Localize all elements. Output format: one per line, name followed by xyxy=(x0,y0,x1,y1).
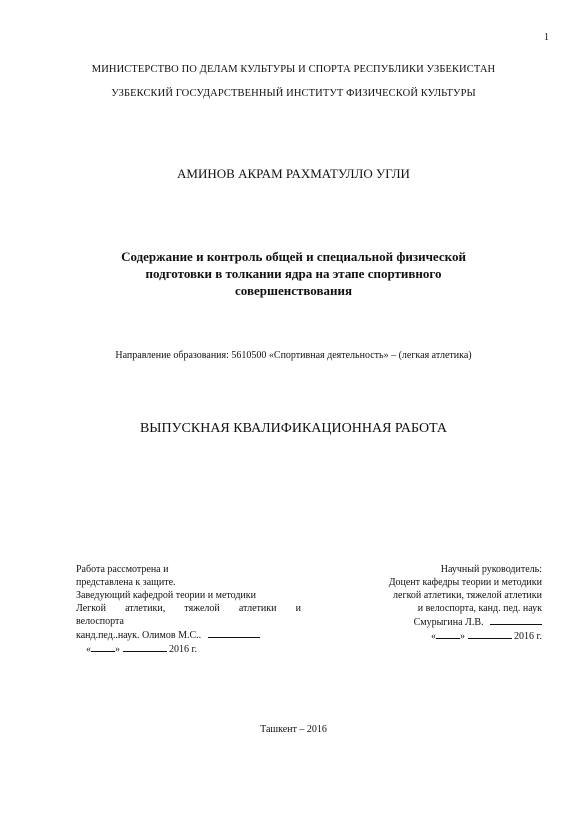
date-open-quote: « xyxy=(431,631,437,642)
author-name: АМИНОВ АКРАМ РАХМАТУЛЛО УГЛИ xyxy=(177,166,410,181)
thesis-title-line-2: подготовки в толкании ядра на этапе спортивного xyxy=(145,266,442,281)
reviewer-signature-line xyxy=(76,628,301,642)
reviewer-block xyxy=(76,563,301,656)
date-open-quote: « xyxy=(86,644,91,655)
supervisor-signature-line xyxy=(327,615,542,629)
page-number: 1 xyxy=(544,32,549,43)
reviewer-date-line xyxy=(76,642,301,656)
supervisor-line-1: Научный руководитель: xyxy=(440,564,542,575)
thesis-title-line-1: Содержание и контроль общей и специальной физической xyxy=(121,249,466,264)
reviewer-name: канд.пед..наук. Олимов М.С.. xyxy=(76,630,202,641)
institute-header: УЗБЕКСКИЙ ГОСУДАРСТВЕННЫЙ ИНСТИТУТ ФИЗИЧЕСКОЙ КУЛЬТУРЫ xyxy=(111,88,476,99)
reviewer-line-4 xyxy=(76,602,301,615)
reviewer-line-2: представлена к защите. xyxy=(76,577,176,588)
city-year: Ташкент – 2016 xyxy=(260,724,327,735)
month-blank xyxy=(123,642,167,652)
supervisor-line-2: Доцент кафедры теории и методики xyxy=(388,577,542,588)
reviewer-line-4-word: атлетики xyxy=(238,603,277,614)
month-blank xyxy=(468,629,512,639)
thesis-title xyxy=(0,248,587,299)
reviewer-line-1: Работа рассмотрена и xyxy=(76,564,169,575)
date-close-quote: » xyxy=(460,631,466,642)
supervisor-block xyxy=(327,563,542,643)
reviewer-line-4-word: Легкой xyxy=(76,603,106,614)
reviewer-line-4-word: атлетики, xyxy=(125,603,166,614)
day-blank xyxy=(91,642,115,652)
supervisor-line-3: легкой атлетики, тяжелой атлетики xyxy=(393,590,542,601)
date-year: 2016 г. xyxy=(514,631,542,642)
education-direction: Направление образования: 5610500 «Спортивная деятельность» – (легкая атлетика) xyxy=(115,350,472,361)
reviewer-line-5: велоспорта xyxy=(76,616,124,627)
date-year: 2016 г. xyxy=(169,644,197,655)
signature-blank xyxy=(208,628,260,638)
reviewer-line-4-word: тяжелой xyxy=(184,603,220,614)
thesis-title-line-3: совершенствования xyxy=(235,283,352,298)
day-blank xyxy=(436,629,460,639)
ministry-header: МИНИСТЕРСТВО ПО ДЕЛАМ КУЛЬТУРЫ И СПОРТА РЕСПУБЛИКИ УЗБЕКИСТАН xyxy=(91,64,496,75)
supervisor-line-4: и велоспорта, канд. пед. наук xyxy=(417,603,542,614)
signature-blank xyxy=(490,615,542,625)
supervisor-name: Смурыгина Л.В. xyxy=(413,617,484,628)
supervisor-date-line xyxy=(327,629,542,643)
reviewer-line-4-word: и xyxy=(295,603,301,614)
date-close-quote: » xyxy=(115,644,120,655)
work-type-heading: ВЫПУСКНАЯ КВАЛИФИКАЦИОННАЯ РАБОТА xyxy=(139,421,448,436)
reviewer-line-3: Заведующий кафедрой теории и методики xyxy=(76,590,256,601)
